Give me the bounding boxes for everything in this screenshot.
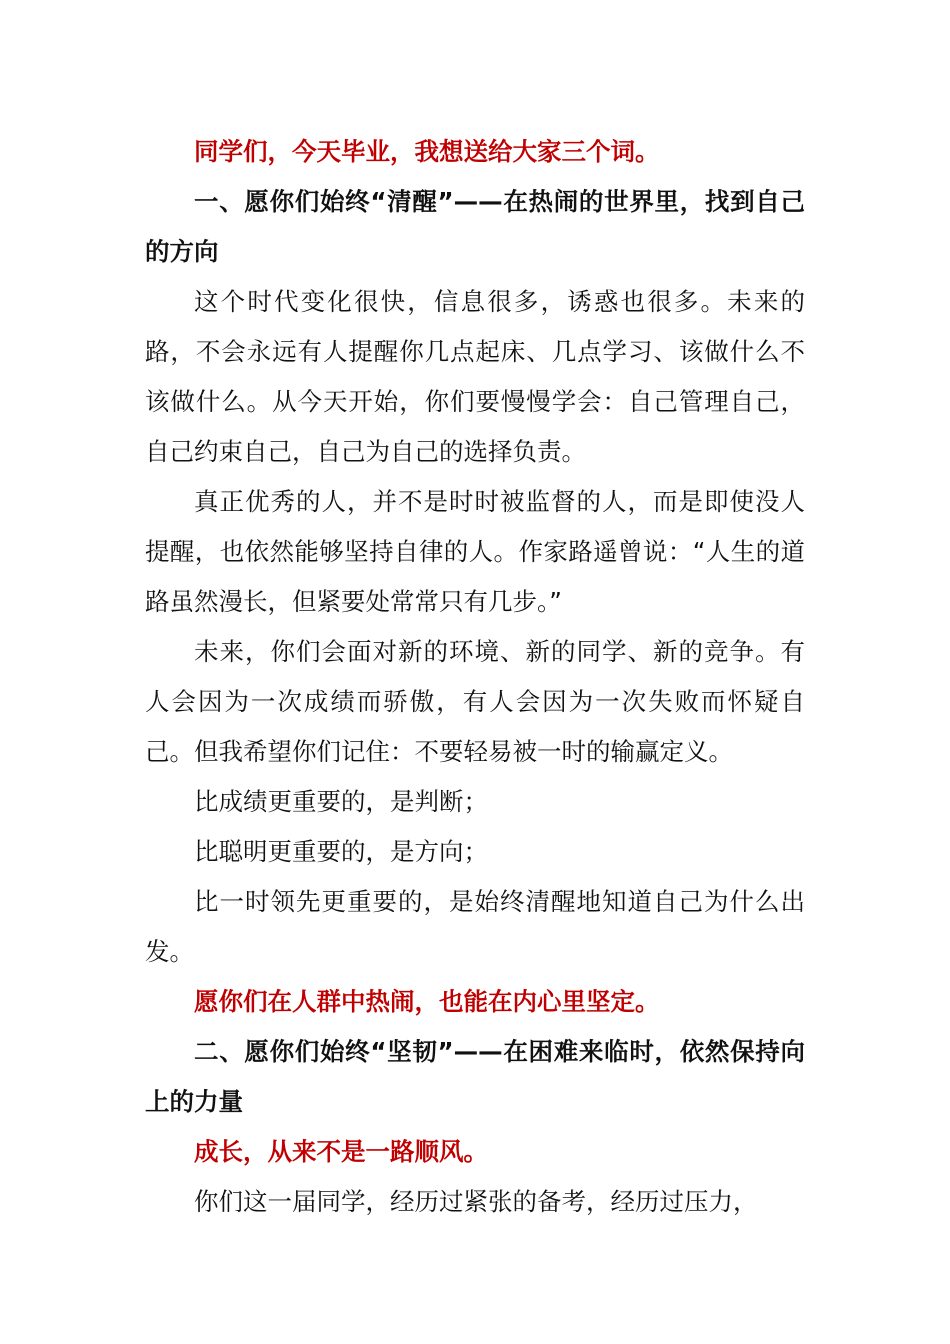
greeting-line: 同学们，今天毕业，我想送给大家三个词。 xyxy=(194,137,660,166)
highlight-line: 愿你们在人群中热闹，也能在内心里坚定。 xyxy=(194,987,660,1016)
body-paragraph: 你们这一届同学，经历过紧张的备考，经历过压力， xyxy=(194,1187,758,1216)
body-paragraph: 比聪明更重要的，是方向； xyxy=(194,837,488,866)
body-paragraph: 真正优秀的人，并不是时时被监督的人，而是即使没人提醒，也依然能够坚持自律的人。作家路遥曾说：“人生的道路虽然漫长，但紧要处常常只有几步。” xyxy=(145,487,805,616)
highlight-line: 成长，从来不是一路顺风。 xyxy=(194,1137,488,1166)
section-heading-2: 二、愿你们始终“坚韧”——在困难来临时，依然保持向上的力量 xyxy=(145,1037,805,1116)
body-paragraph: 这个时代变化很快，信息很多，诱惑也很多。未来的路，不会永远有人提醒你几点起床、几点学习、该做什么不该做什么。从今天开始，你们要慢慢学会：自己管理自己，自己约束自己，自己为自己的选择负责。 xyxy=(145,287,805,466)
body-paragraph: 比成绩更重要的，是判断； xyxy=(194,787,488,816)
body-paragraph: 比一时领先更重要的，是始终清醒地知道自己为什么出发。 xyxy=(145,887,805,966)
section-heading-1: 一、愿你们始终“清醒”——在热闹的世界里，找到自己的方向 xyxy=(145,187,805,266)
body-paragraph: 未来，你们会面对新的环境、新的同学、新的竞争。有人会因为一次成绩而骄傲，有人会因为一次失败而怀疑自己。但我希望你们记住：不要轻易被一时的输赢定义。 xyxy=(145,637,805,766)
